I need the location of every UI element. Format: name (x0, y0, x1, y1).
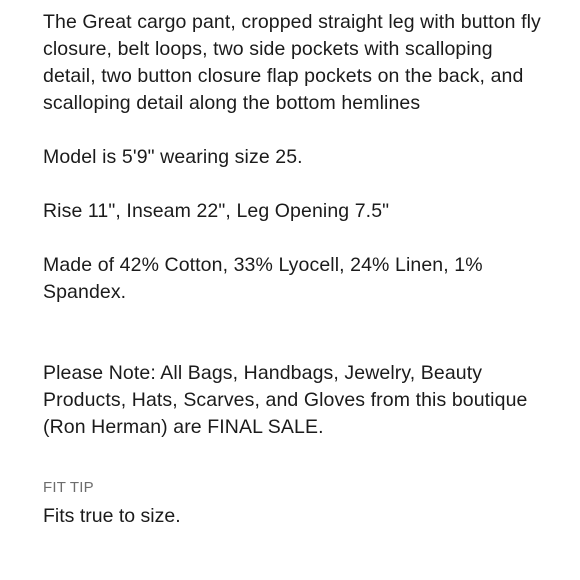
product-materials: Made of 42% Cotton, 33% Lyocell, 24% Linen, 1% Spandex. (43, 254, 483, 303)
product-description: The Great cargo pant, cropped straight leg with button fly closure, belt loops, two side pockets with scalloping detail, two button closure flap pockets on the back, and scalloping detail along the bottom hemlines (43, 11, 541, 114)
model-size-info: Model is 5'9" wearing size 25. (43, 146, 303, 168)
fit-tip-label: FIT TIP (43, 479, 94, 496)
product-measurements: Rise 11", Inseam 22", Leg Opening 7.5" (43, 200, 390, 222)
final-sale-note: Please Note: All Bags, Handbags, Jewelry, Beauty Products, Hats, Scarves, and Gloves from this boutique (Ron Herman) are FINAL SALE. (43, 362, 528, 438)
fit-tip-text: Fits true to size. (43, 505, 181, 527)
